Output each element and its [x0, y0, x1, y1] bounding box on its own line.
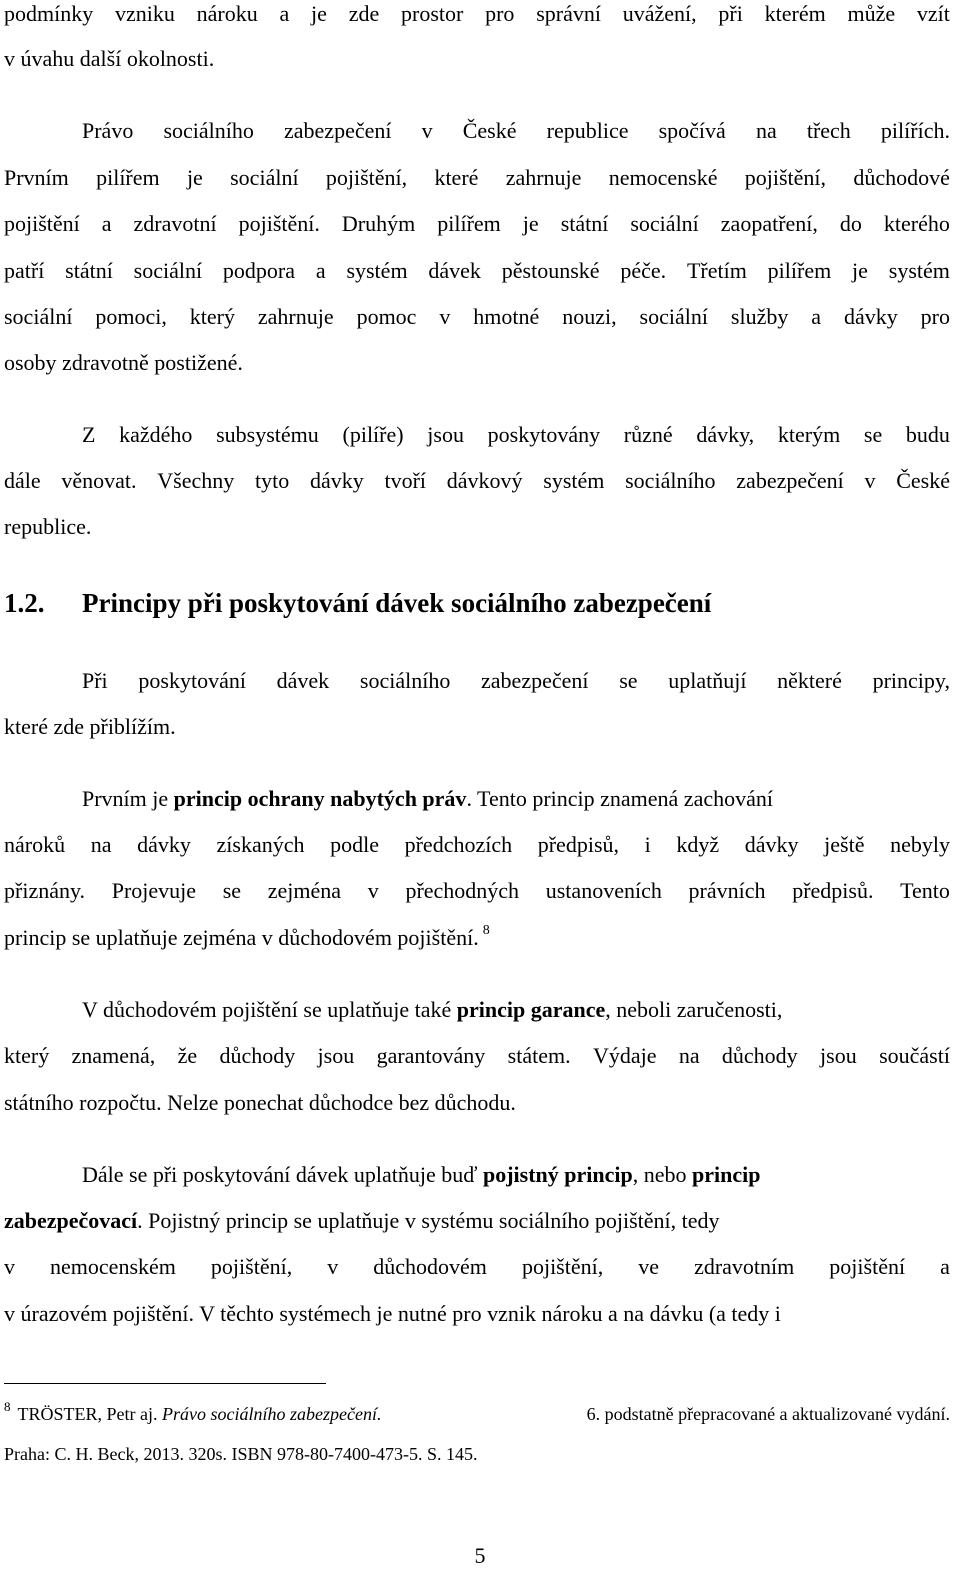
word: zahrnuje: [505, 165, 582, 190]
word: pojištění: [4, 211, 80, 236]
word: uvážení,: [622, 1, 697, 26]
word: věnovat.: [61, 468, 137, 493]
text-line: [82, 117, 950, 145]
text-line: [4, 257, 950, 285]
text-line: [4, 924, 950, 956]
word: a: [811, 304, 822, 329]
word: spočívá: [658, 118, 726, 143]
word: v: [367, 878, 379, 903]
word: sociální: [630, 211, 699, 236]
footnote-number: 8: [4, 1399, 11, 1414]
text-line: osoby zdravotně postižené.: [4, 350, 243, 375]
word: patří: [4, 258, 45, 283]
word: dávek: [276, 668, 330, 693]
text-line: [82, 996, 950, 1024]
word: a: [279, 1, 290, 26]
word: systém: [543, 468, 605, 493]
word: právních: [688, 878, 766, 903]
word: některé: [777, 668, 842, 693]
word: pro: [920, 304, 950, 329]
word: kterého: [883, 211, 950, 236]
word: sociální: [4, 304, 73, 329]
word: podmínky: [4, 1, 94, 26]
page-number: 5: [474, 1543, 486, 1568]
text-run: Dále se při poskytování dávek uplatňuje buď: [82, 1162, 483, 1187]
text-run: . Tento princip znamená zachování: [466, 786, 773, 811]
word: Druhým: [341, 211, 416, 236]
word: který: [4, 1043, 50, 1068]
word: i: [644, 832, 651, 857]
text-line: [82, 785, 950, 813]
text-line: [4, 831, 950, 859]
word: a: [101, 211, 112, 236]
word: pro: [485, 1, 515, 26]
word: se: [619, 668, 638, 693]
word: dávky: [843, 304, 898, 329]
text-line: v úvahu další okolnosti.: [4, 46, 215, 71]
word: pilířem: [767, 258, 832, 283]
word: vzít: [916, 1, 950, 26]
text-run: Prvním je: [82, 786, 174, 811]
word: je: [522, 211, 539, 236]
word: různé: [623, 422, 673, 447]
word: pojištění,: [325, 165, 408, 190]
word: Tento: [900, 878, 950, 903]
word: zabezpečení: [736, 468, 844, 493]
word: dávky: [137, 832, 191, 857]
word: sociálního: [163, 118, 254, 143]
word: pojištění: [829, 1254, 906, 1279]
word: do: [839, 211, 862, 236]
footnote-author: TRÖSTER, Petr aj.: [17, 1404, 158, 1424]
word: v: [327, 1254, 339, 1279]
word: dávky: [744, 832, 799, 857]
word: státem.: [507, 1043, 571, 1068]
word: nemocenské: [608, 165, 718, 190]
word: předpisů.: [792, 878, 874, 903]
word: jsou: [427, 422, 464, 447]
word: zde: [348, 1, 380, 26]
term-zabezpecovaci: zabezpečovací: [4, 1208, 138, 1233]
word: hmotné: [473, 304, 540, 329]
text-line: [4, 1042, 950, 1070]
word: je: [186, 165, 203, 190]
word: a: [315, 258, 326, 283]
word: nároku: [196, 1, 258, 26]
word: zdravotním: [694, 1254, 795, 1279]
footnote-line: Praha: C. H. Beck, 2013. 320s. ISBN 978-80-7400-473-5. S. 145.: [4, 1444, 478, 1464]
word: v: [421, 118, 433, 143]
text-line: [4, 467, 950, 495]
word: poskytovány: [487, 422, 601, 447]
word: přiznány.: [4, 878, 86, 903]
word: se: [863, 422, 883, 447]
word: Všechny: [157, 468, 235, 493]
term-ochrana-nabytych-prav: princip ochrany nabytých práv: [173, 786, 467, 811]
word: na: [90, 832, 112, 857]
word: třech: [806, 118, 851, 143]
word: znamená,: [71, 1043, 156, 1068]
text-line: [82, 421, 950, 449]
word: poskytování: [138, 668, 246, 693]
word: ustanoveních: [545, 878, 662, 903]
word: České: [896, 468, 950, 493]
text-line: [4, 1253, 950, 1281]
section-number: 1.2.: [4, 588, 45, 618]
text-line: [4, 164, 950, 192]
word: v: [864, 468, 876, 493]
word: může: [847, 1, 896, 26]
term-pojistny-princip: pojistný princip: [482, 1162, 633, 1187]
word: na: [678, 1043, 700, 1068]
word: zaopatření,: [720, 211, 818, 236]
word: v: [439, 304, 451, 329]
word: kterým: [777, 422, 841, 447]
word: zabezpečení: [284, 118, 392, 143]
word: vzniku: [115, 1, 175, 26]
text-run: princip se uplatňuje zejména v důchodovém pojištění.: [4, 925, 479, 950]
text-run: , neboli zaručenosti,: [605, 997, 783, 1022]
footnote-title: Právo sociálního zabezpečení.: [162, 1404, 382, 1424]
text-line: [4, 210, 950, 238]
section-heading: [4, 586, 711, 620]
word: nebyly: [890, 832, 950, 857]
word: zahrnuje: [257, 304, 334, 329]
word: které: [434, 165, 479, 190]
word: Prvním: [4, 165, 69, 190]
word: na: [755, 118, 777, 143]
text-run: . Pojistný princip se uplatňuje v systému sociálního pojištění, tedy: [137, 1208, 720, 1233]
word: přechodných: [405, 878, 520, 903]
word: systém: [346, 258, 408, 283]
word: důchody: [721, 1043, 798, 1068]
word: pomoc: [356, 304, 417, 329]
text-line: republice.: [4, 514, 92, 539]
word: Právo: [82, 118, 134, 143]
word: dávky,: [696, 422, 755, 447]
word: zejména: [267, 878, 342, 903]
word: tyto: [255, 468, 290, 493]
word: Projevuje: [111, 878, 197, 903]
word: který: [189, 304, 235, 329]
word: systém: [888, 258, 950, 283]
word: pojištění,: [521, 1254, 604, 1279]
word: že: [177, 1043, 198, 1068]
word: součástí: [879, 1043, 950, 1068]
word: Výdaje: [592, 1043, 657, 1068]
word: v: [4, 1254, 15, 1279]
text-line: [82, 1161, 950, 1189]
word: při: [718, 1, 743, 26]
term-princip: princip: [692, 1162, 761, 1187]
word: když: [676, 832, 720, 857]
word: pojištění,: [744, 165, 827, 190]
word: pilířích.: [880, 118, 950, 143]
text-line: [4, 1207, 950, 1235]
text-line: státního rozpočtu. Nelze ponechat důchodce bez důchodu.: [4, 1090, 516, 1115]
word: dávky: [309, 468, 364, 493]
word: důchodovém: [373, 1254, 487, 1279]
word: Z: [82, 422, 96, 447]
word: služby: [730, 304, 789, 329]
word: České: [462, 118, 517, 143]
word: tvoří: [384, 468, 427, 493]
word: péče.: [620, 258, 667, 283]
text-line: [4, 303, 950, 331]
word: každého: [119, 422, 193, 447]
word: (pilíře): [342, 422, 404, 447]
word: důchodové: [853, 165, 950, 190]
word: státní: [560, 211, 609, 236]
word: pěstounské: [501, 258, 600, 283]
word: Třetím: [686, 258, 747, 283]
word: nemocenském: [50, 1254, 176, 1279]
text-line: [82, 667, 950, 695]
word: garantovány: [376, 1043, 486, 1068]
word: předpisů,: [537, 832, 619, 857]
word: jsou: [317, 1043, 355, 1068]
text-line: [4, 877, 950, 905]
text-run: , nebo: [632, 1162, 692, 1187]
word: ve: [638, 1254, 660, 1279]
word: sociální: [133, 258, 203, 283]
word: sociálního: [625, 468, 716, 493]
text-run: V důchodovém pojištění se uplatňuje také: [82, 997, 457, 1022]
word: a: [940, 1254, 950, 1279]
word: předchozích: [404, 832, 513, 857]
word: budu: [905, 422, 950, 447]
footnote-line: [4, 1399, 950, 1428]
word: uplatňují: [668, 668, 747, 693]
term-princip-garance: princip garance: [456, 997, 606, 1022]
word: pilířem: [96, 165, 160, 190]
footnote-edition: 6. podstatně přepracované a aktualizované vydání.: [586, 1404, 950, 1424]
word: dále: [4, 468, 41, 493]
word: dávkový: [446, 468, 523, 493]
word: sociální: [230, 165, 299, 190]
word: pojištění,: [210, 1254, 293, 1279]
word: správní: [536, 1, 601, 26]
word: pojištění.: [238, 211, 320, 236]
word: se: [222, 878, 242, 903]
text-line: které zde přiblížím.: [4, 714, 176, 739]
word: principy,: [872, 668, 950, 693]
text-line: v úrazovém pojištění. V těchto systémech je nutné pro vznik nároku a na dávku (a tedy i: [4, 1301, 781, 1326]
word: Při: [82, 668, 108, 693]
word: je: [852, 258, 868, 283]
word: jsou: [820, 1043, 857, 1068]
word: důchody: [219, 1043, 296, 1068]
word: sociálního: [359, 668, 451, 693]
word: sociální: [639, 304, 708, 329]
word: pomoci,: [95, 304, 167, 329]
footnote-reference[interactable]: 8: [482, 923, 490, 938]
word: je: [311, 1, 327, 26]
word: státní: [65, 258, 113, 283]
word: zabezpečení: [481, 668, 589, 693]
text-line: [4, 0, 950, 28]
section-title: Principy při poskytování dávek sociálního zabezpečení: [82, 588, 712, 618]
word: získaných: [216, 832, 305, 857]
word: zdravotní: [133, 211, 217, 236]
word: dávek: [428, 258, 481, 283]
word: prostor: [401, 1, 464, 26]
word: republice: [546, 118, 629, 143]
word: nároků: [4, 832, 66, 857]
word: pilířem: [437, 211, 501, 236]
word: nouzi,: [562, 304, 617, 329]
word: podpora: [222, 258, 296, 283]
word: subsystému: [216, 422, 319, 447]
word: podle: [330, 832, 379, 857]
footnote-separator: [4, 1383, 326, 1384]
word: ještě: [824, 832, 865, 857]
word: kterém: [764, 1, 826, 26]
